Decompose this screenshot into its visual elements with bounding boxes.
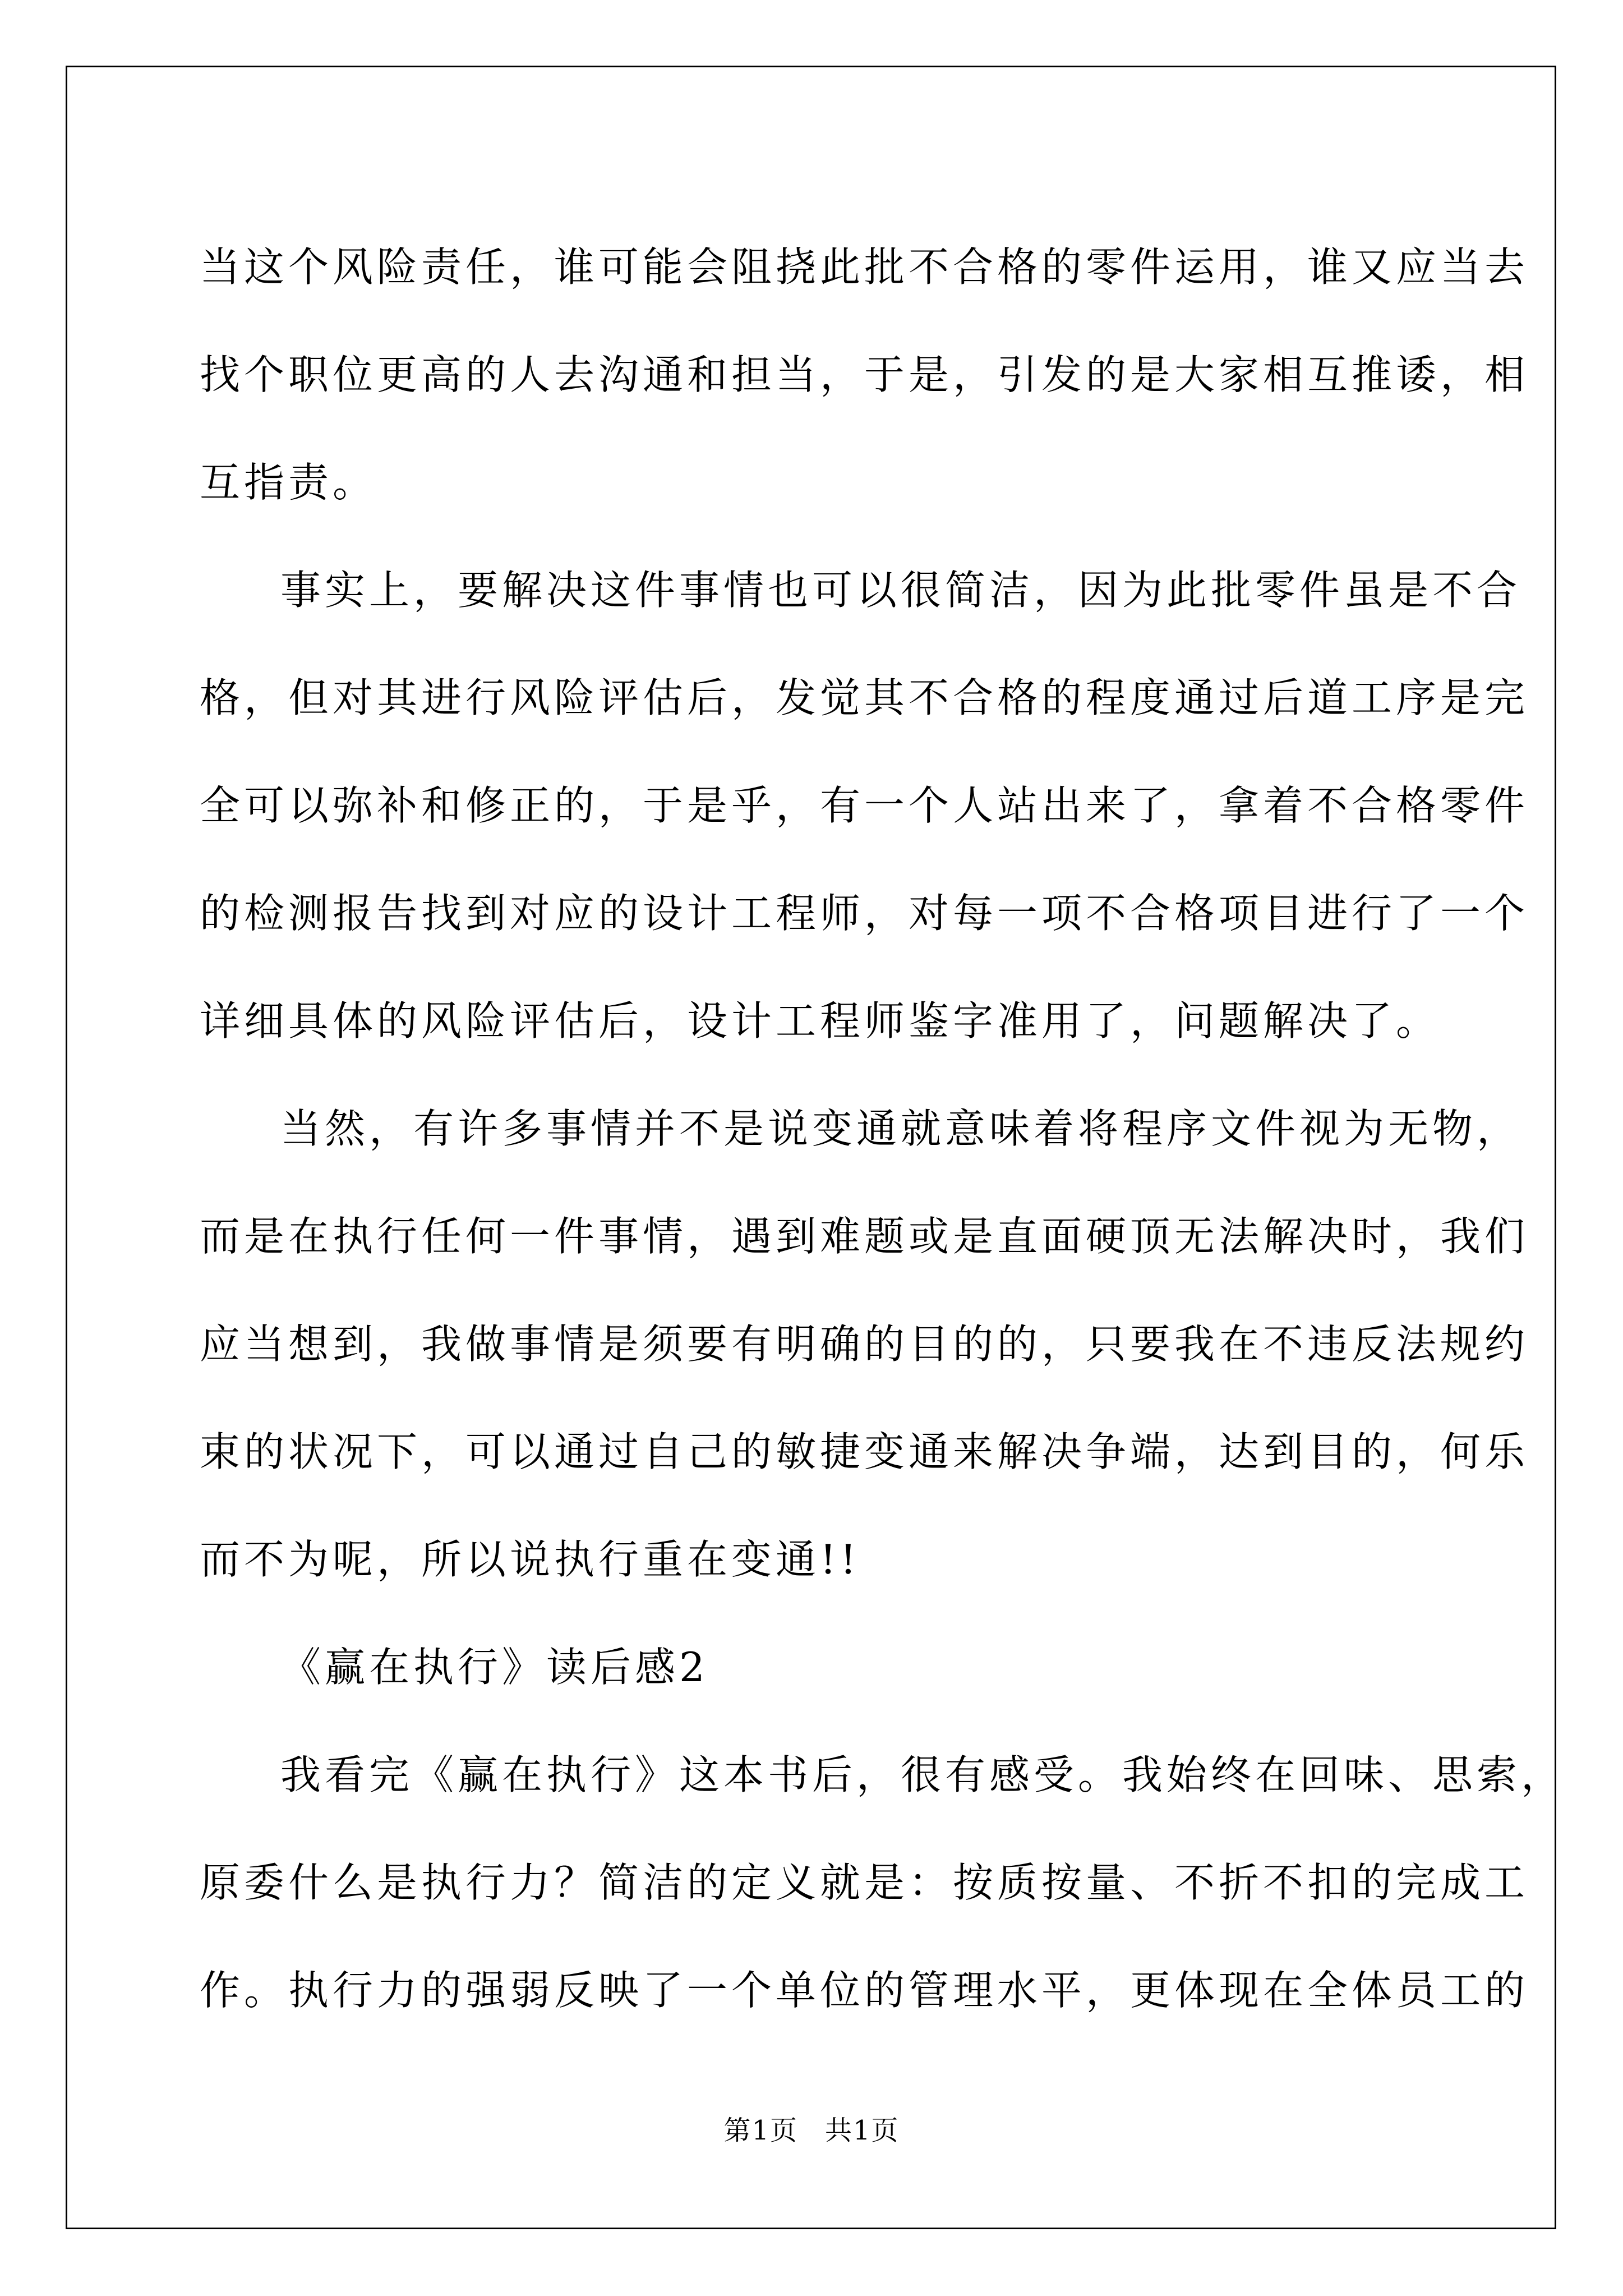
text-line: 找个职位更高的人去沟通和担当，于是，引发的是大家相互推诿，相 [200,351,1529,398]
section-heading: 《赢在执行》读后感2 [280,1644,709,1691]
document-body [200,213,1566,2044]
text-line: 而是在执行任何一件事情，遇到难题或是直面硬顶无法解决时，我们 [200,1213,1529,1260]
text-line: 互指责。 [200,459,377,506]
text-line: 全可以弥补和修正的，于是乎，有一个人站出来了，拿着不合格零件 [200,782,1529,829]
text-line: 详细具体的风险评估后，设计工程师鉴字准用了，问题解决了。 [200,997,1441,1045]
text-line: 而不为呢，所以说执行重在变通!! [200,1536,860,1583]
text-line: 当这个风险责任，谁可能会阻挠此批不合格的零件运用，谁又应当去 [200,243,1529,291]
text-line: 格，但对其进行风险评估后，发觉其不合格的程度通过后道工序是完 [200,674,1529,721]
paragraph-start-line: 当然，有许多事情并不是说变通就意味着将程序文件视为无物， [280,1105,1521,1152]
text-line: 束的状况下，可以通过自己的敏捷变通来解决争端，达到目的，何乐 [200,1428,1529,1475]
text-line: 作。执行力的强弱反映了一个单位的管理水平，更体现在全体员工的 [200,1967,1529,2014]
text-line: 原委什么是执行力？简洁的定义就是：按质按量、不折不扣的完成工 [200,1859,1529,1906]
page-footer [0,2114,1623,2147]
paragraph-start-line: 事实上，要解决这件事情也可以很简洁，因为此批零件虽是不合 [280,567,1521,614]
page-total: 共1页 [825,2115,900,2146]
text-line: 的检测报告找到对应的设计工程师，对每一项不合格项目进行了一个 [200,890,1529,937]
page-number: 第1页 [723,2115,798,2146]
text-line: 应当想到，我做事情是须要有明确的目的的，只要我在不违反法规约 [200,1320,1529,1368]
paragraph-start-line: 我看完《赢在执行》这本书后，很有感受。我始终在回味、思索， [280,1751,1566,1798]
